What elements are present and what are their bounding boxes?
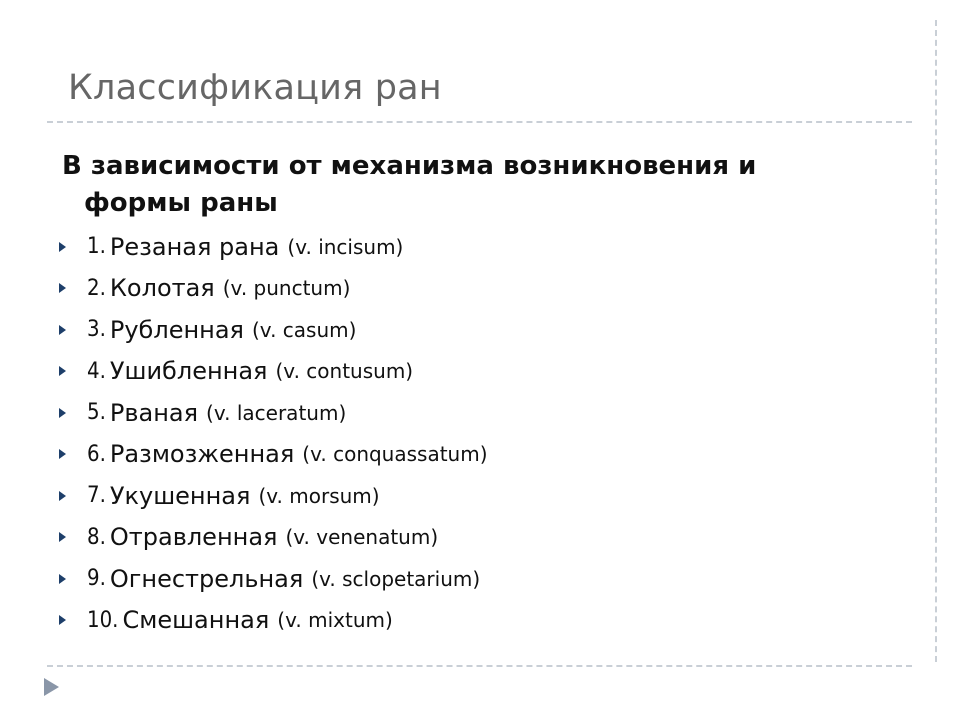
triangle-bullet-icon	[59, 449, 66, 459]
item-number: 9.	[87, 566, 106, 592]
item-name: Огнестрельная	[109, 564, 304, 593]
list-item	[55, 392, 488, 434]
item-number: 10.	[87, 607, 119, 633]
triangle-bullet-icon	[59, 532, 66, 542]
title-divider	[47, 121, 912, 123]
item-latin-name: (v. incisum)	[287, 234, 404, 259]
item-number: 2.	[87, 275, 106, 301]
item-name: Ушибленная	[109, 357, 268, 386]
item-number: 6.	[87, 441, 106, 467]
list-item	[55, 268, 488, 310]
list-item	[55, 309, 488, 351]
list-item	[55, 517, 488, 559]
triangle-bullet-icon	[59, 491, 66, 501]
list-item	[55, 558, 488, 600]
item-name: Укушенная	[109, 481, 251, 510]
section-heading-line-1: В зависимости от механизма возникновения и	[62, 151, 757, 181]
right-border-divider	[935, 20, 937, 662]
item-name: Смешанная	[122, 606, 270, 635]
item-number: 3.	[87, 317, 106, 343]
list-item	[55, 226, 488, 268]
item-latin-name: (v. conquassatum)	[302, 442, 488, 467]
triangle-bullet-icon	[59, 408, 66, 418]
item-name: Отравленная	[109, 523, 278, 552]
item-latin-name: (v. morsum)	[258, 483, 380, 508]
item-name: Размозженная	[109, 440, 295, 469]
item-latin-name: (v. punctum)	[222, 276, 351, 301]
item-name: Колотая	[109, 274, 215, 303]
item-latin-name: (v. mixtum)	[277, 608, 393, 633]
footer-divider	[47, 665, 912, 667]
triangle-bullet-icon	[59, 366, 66, 376]
item-number: 7.	[87, 483, 106, 509]
item-latin-name: (v. sclopetarium)	[311, 566, 481, 591]
slide-title: Классификация ран	[68, 68, 442, 108]
triangle-bullet-icon	[59, 574, 66, 584]
item-latin-name: (v. laceratum)	[206, 400, 347, 425]
item-number: 5.	[87, 400, 106, 426]
item-number: 8.	[87, 524, 106, 550]
triangle-bullet-icon	[59, 325, 66, 335]
item-name: Рубленная	[109, 315, 244, 344]
item-number: 1.	[87, 234, 106, 260]
list-item	[55, 434, 488, 476]
list-item	[55, 475, 488, 517]
triangle-bullet-icon	[59, 283, 66, 293]
section-heading-line-2: формы раны	[84, 188, 278, 218]
item-name: Рваная	[109, 398, 199, 427]
item-latin-name: (v. venenatum)	[285, 525, 439, 550]
list-item	[55, 351, 488, 393]
item-name: Резаная рана	[109, 232, 280, 261]
item-number: 4.	[87, 358, 106, 384]
item-latin-name: (v. contusum)	[275, 359, 414, 384]
item-latin-name: (v. casum)	[251, 317, 357, 342]
triangle-bullet-icon	[59, 615, 66, 625]
list-item	[55, 600, 488, 642]
wound-type-list	[55, 226, 488, 641]
play-arrow-icon[interactable]	[44, 678, 59, 696]
triangle-bullet-icon	[59, 242, 66, 252]
section-heading	[62, 148, 922, 222]
